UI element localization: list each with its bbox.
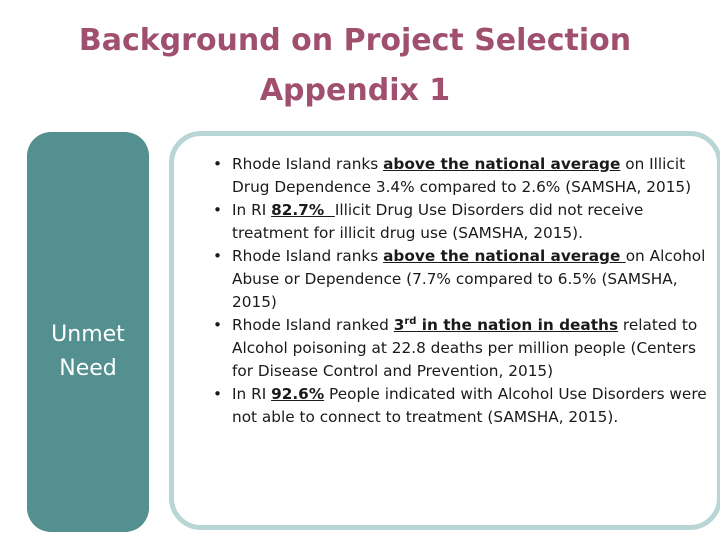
title-line-1: Background on Project Selection	[78, 23, 632, 58]
bullet-text-pre: In RI	[232, 201, 272, 219]
unmet-need-label-line-2: Need	[59, 356, 117, 381]
bullet-dot: •	[213, 247, 223, 265]
bullet-text-pre: Rhode Island ranks	[232, 247, 384, 265]
bullet-text-emphasis: 82.7%	[271, 201, 335, 219]
bullet-text-pre: Rhode Island ranks	[232, 155, 384, 173]
bullet-rank-phrase: in the nation in deaths	[416, 316, 619, 334]
bullet-text-pre: Rhode Island ranked	[232, 316, 394, 334]
bullet-rank-suffix: rd	[404, 316, 417, 327]
bullet-item-ri-untreated-drug-use	[213, 199, 713, 245]
bullet-text-post: Illicit Drug Use Disorders did not receive treatment for illicit drug use (SAMSHA, 2015).	[232, 201, 644, 242]
bullet-dot: •	[213, 385, 223, 403]
bullet-dot: •	[213, 316, 223, 334]
page-title	[0, 16, 710, 116]
bullet-item-ri-alcohol-deaths	[213, 314, 713, 383]
bullet-text-emphasis	[394, 316, 618, 334]
unmet-need-label-line-1: Unmet	[51, 322, 125, 347]
bullet-item-ri-alcohol-treatment-gap	[213, 383, 713, 429]
bullet-dot: •	[213, 201, 223, 219]
bullet-rank-number: 3	[393, 316, 405, 334]
bullet-text-post: related to Alcohol poisoning at 22.8 deaths per million people (Centers for Disease Control and Prevention, 2015)	[232, 316, 698, 380]
title-line-2: Appendix 1	[259, 73, 451, 108]
bullet-item-ri-alcohol-dependence	[213, 245, 713, 314]
unmet-need-label	[51, 318, 125, 386]
bullet-text-pre: In RI	[232, 385, 272, 403]
bullet-text-emphasis: above the national average	[383, 155, 621, 173]
bullet-text-post: People indicated with Alcohol Use Disorders were not able to connect to treatment (SAMSHA, 2015).	[232, 385, 707, 426]
bullet-text-emphasis: 92.6%	[271, 385, 325, 403]
bullet-text-emphasis: above the national average	[383, 247, 626, 265]
unmet-need-panel	[27, 132, 149, 532]
bullet-list	[213, 153, 713, 429]
bullet-text-post: on Alcohol Abuse or Dependence (7.7% compared to 6.5% (SAMSHA, 2015)	[232, 247, 706, 311]
bullet-item-ri-drug-dependence	[213, 153, 713, 199]
bullet-text-post: on Illicit Drug Dependence 3.4% compared to 2.6% (SAMSHA, 2015)	[232, 155, 692, 196]
bullet-dot: •	[213, 155, 223, 173]
